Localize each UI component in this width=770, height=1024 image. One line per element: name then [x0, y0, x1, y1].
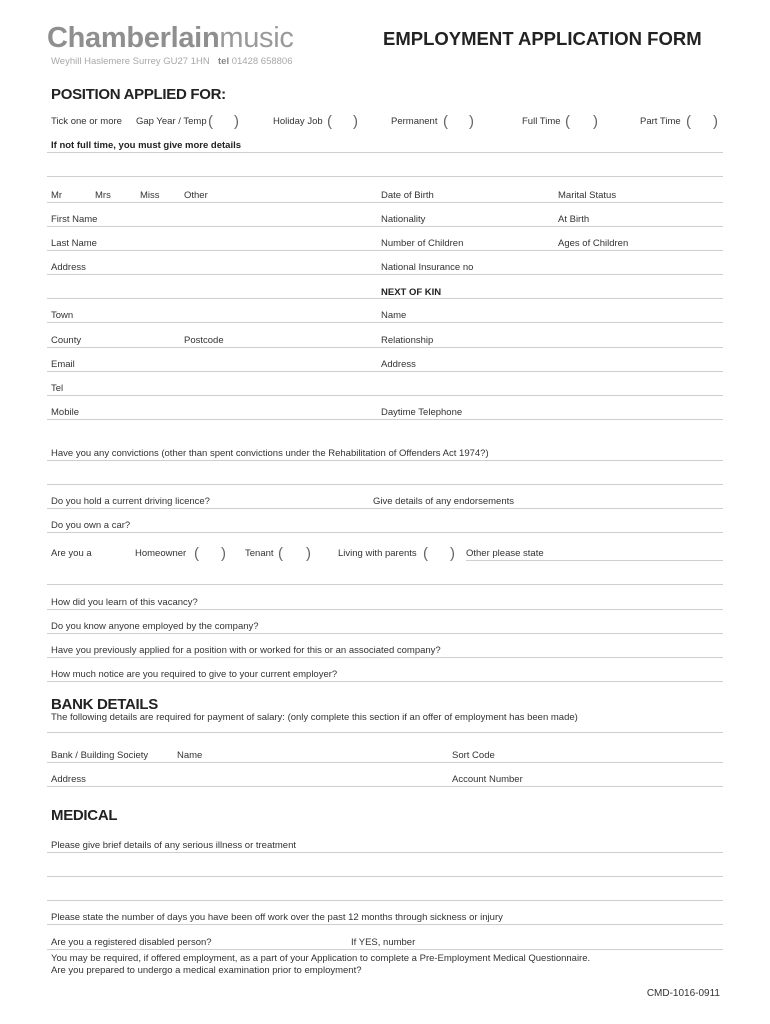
option-label: Part Time — [640, 116, 681, 127]
kin-address-label: Address — [381, 359, 416, 370]
kin-name-label: Name — [381, 310, 407, 321]
row-line — [47, 786, 723, 787]
tel-number: 01428 658806 — [231, 56, 293, 67]
row-line — [47, 371, 723, 372]
town-label: Town — [51, 310, 74, 321]
if-yes-label: If YES, number — [351, 937, 416, 948]
car-label: Do you own a car? — [51, 520, 131, 531]
dob-label: Date of Birth — [381, 190, 434, 201]
row-line — [47, 633, 723, 634]
ages-children-label: Ages of Children — [558, 238, 629, 249]
company-phone — [218, 56, 293, 67]
daytime-phone-label: Daytime Telephone — [381, 407, 463, 418]
disabled-label: Are you a registered disabled person? — [51, 937, 212, 948]
row-line — [47, 532, 723, 533]
first-name-label: First Name — [51, 214, 98, 225]
questionnaire-note: You may be required, if offered employment, as a part of your Application to complete a Pre-Employment Medical Questionnaire. — [51, 953, 591, 964]
checkbox-open: ( — [443, 113, 448, 130]
nationality-label: Nationality — [381, 214, 426, 225]
row-line — [47, 395, 723, 396]
row-line — [47, 419, 723, 420]
row-line — [47, 584, 723, 585]
marital-label: Marital Status — [558, 190, 617, 201]
bank-label: Bank / Building Society — [51, 750, 149, 761]
option-label: Gap Year / Temp — [136, 116, 207, 127]
are-you-label: Are you a — [51, 548, 92, 559]
address-label: Address — [51, 262, 86, 273]
convictions-label: Have you any convictions (other than spent convictions under the Rehabilitation of Offenders Act 1974?) — [51, 448, 489, 459]
county-label: County — [51, 335, 82, 346]
option-label: Tenant — [245, 548, 274, 559]
next-of-kin-heading: NEXT OF KIN — [381, 287, 442, 298]
company-logo — [47, 22, 294, 55]
notice-label: How much notice are you required to give to your current employer? — [51, 669, 338, 680]
account-number-label: Account Number — [452, 774, 523, 785]
row-line — [47, 322, 723, 323]
form-code: CMD-1016-0911 — [646, 988, 720, 999]
row-line — [47, 274, 723, 275]
checkbox-close: ) — [713, 113, 718, 130]
at-birth-label: At Birth — [558, 214, 590, 225]
checkbox-open: ( — [686, 113, 691, 130]
children-label: Number of Children — [381, 238, 464, 249]
other-state-label: Other please state — [466, 548, 544, 559]
logo-light-text: music — [219, 22, 294, 54]
row-line — [47, 609, 723, 610]
email-label: Email — [51, 359, 75, 370]
title-mr[interactable]: Mr — [51, 190, 63, 201]
checkbox-close: ) — [234, 113, 239, 130]
checkbox-close: ) — [450, 545, 455, 562]
row-line — [47, 250, 723, 251]
option-label: Homeowner — [135, 548, 187, 559]
checkbox-close: ) — [221, 545, 226, 562]
checkbox-open: ( — [194, 545, 199, 562]
title-miss[interactable]: Miss — [140, 190, 160, 201]
previously-applied-label: Have you previously applied for a position with or worked for this or an associated company? — [51, 645, 441, 656]
details-line-2[interactable] — [47, 176, 723, 177]
convictions-line-2[interactable] — [47, 484, 723, 485]
know-anyone-label: Do you know anyone employed by the company? — [51, 621, 259, 632]
illness-line-1[interactable] — [47, 852, 723, 853]
last-name-label: Last Name — [51, 238, 97, 249]
sort-code-label: Sort Code — [452, 750, 495, 761]
bank-heading: BANK DETAILS — [51, 696, 158, 713]
checkbox-open: ( — [423, 545, 428, 562]
row-line — [47, 732, 723, 733]
checkbox-close: ) — [593, 113, 598, 130]
checkbox-close: ) — [353, 113, 358, 130]
logo-bold-text: Chamberlain — [47, 22, 220, 54]
bank-name-label: Name — [177, 750, 203, 761]
option-label: Full Time — [522, 116, 561, 127]
tel-label: Tel — [51, 383, 64, 394]
convictions-line[interactable] — [47, 460, 723, 461]
mobile-label: Mobile — [51, 407, 79, 418]
option-label: Holiday Job — [273, 116, 323, 127]
tick-instruction: Tick one or more — [51, 116, 122, 127]
details-line-1[interactable] — [47, 152, 723, 153]
row-line — [47, 347, 723, 348]
ni-label: National Insurance no — [381, 262, 474, 273]
title-mrs[interactable]: Mrs — [95, 190, 111, 201]
endorsements-label: Give details of any endorsements — [373, 496, 514, 507]
row-line — [47, 657, 723, 658]
row-line — [47, 508, 723, 509]
company-address: Weyhill Haslemere Surrey GU27 1HN — [51, 56, 210, 67]
checkbox-close: ) — [469, 113, 474, 130]
checkbox-open: ( — [208, 113, 213, 130]
checkbox-open: ( — [565, 113, 570, 130]
checkbox-open: ( — [278, 545, 283, 562]
bank-intro: The following details are required for payment of salary: (only complete this section if an offer of employment has been made) — [51, 712, 578, 723]
row-line — [47, 762, 723, 763]
row-line — [47, 681, 723, 682]
option-label: Permanent — [391, 116, 438, 127]
row-line — [47, 924, 723, 925]
title-other[interactable]: Other — [184, 190, 208, 201]
bank-address-label: Address — [51, 774, 86, 785]
licence-label: Do you hold a current driving licence? — [51, 496, 210, 507]
postcode-label: Postcode — [184, 335, 224, 346]
checkbox-close: ) — [306, 545, 311, 562]
row-line — [47, 226, 723, 227]
option-label: Living with parents — [338, 548, 417, 559]
kin-relationship-label: Relationship — [381, 335, 434, 346]
row-line — [47, 202, 723, 203]
full-time-note: If not full time, you must give more details — [51, 140, 242, 151]
illness-line-2[interactable] — [47, 876, 723, 877]
medical-heading: MEDICAL — [51, 807, 118, 824]
row-line — [47, 298, 723, 299]
row-line — [47, 949, 723, 950]
illness-line-3[interactable] — [47, 900, 723, 901]
form-title: EMPLOYMENT APPLICATION FORM — [383, 28, 702, 49]
vacancy-label: How did you learn of this vacancy? — [51, 597, 198, 608]
other-state-line[interactable] — [466, 560, 723, 561]
examination-note: Are you prepared to undergo a medical examination prior to employment? — [51, 965, 362, 976]
checkbox-open: ( — [327, 113, 332, 130]
illness-label: Please give brief details of any serious illness or treatment — [51, 840, 297, 851]
days-off-label: Please state the number of days you have been off work over the past 12 months through sickness or injury — [51, 912, 503, 923]
position-heading: POSITION APPLIED FOR: — [51, 86, 226, 103]
tel-label: tel — [218, 56, 230, 67]
